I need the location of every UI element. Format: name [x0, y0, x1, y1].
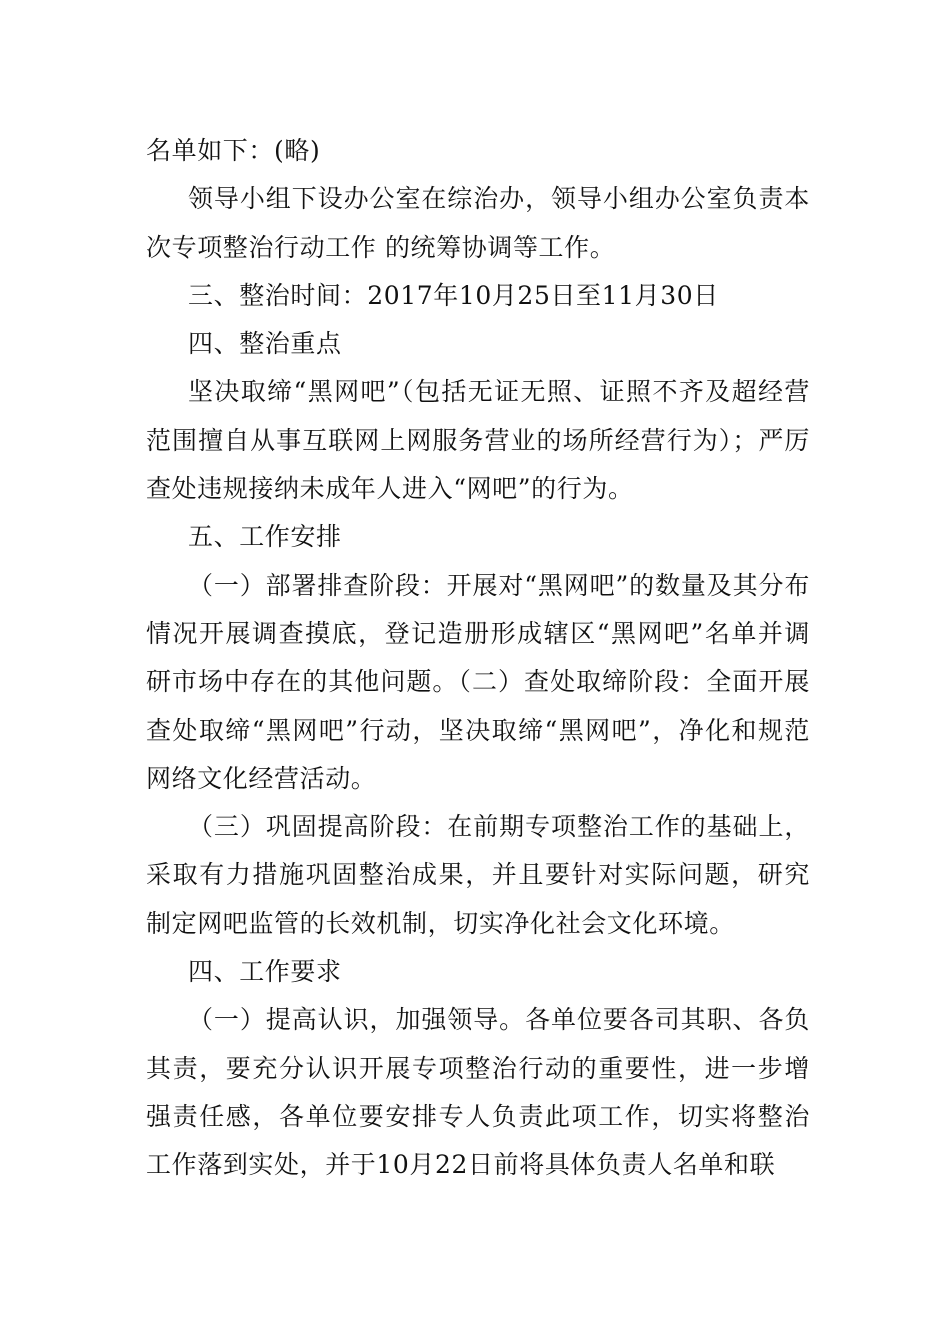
heading-requirements: 四、工作要求: [188, 957, 342, 987]
document-body: [146, 127, 810, 1190]
paragraph-requirement-one: （一）提高认识，加强领导。各单位要各司其职、各负其责，要充分认识开展专项整治行动的重要性，进一步增强责任感，各单位要安排专人负责此项工作，切实将整治工作落到实处，并于10月22日前将具体负责人名单和联: [146, 1005, 810, 1180]
heading-focus: 四、整治重点: [188, 329, 342, 359]
paragraph-name-list: 名单如下：(略): [146, 136, 321, 165]
heading-time: 三、整治时间：2017年10月25日至11月30日: [188, 280, 719, 310]
paragraph-office: 领导小组下设办公室在综治办，领导小组办公室负责本次专项整治行动工作 的统筹协调等工作。: [146, 184, 810, 262]
paragraph-stage-three: （三）巩固提高阶段：在前期专项整治工作的基础上，采取有力措施巩固整治成果，并且要针对实际问题，研究制定网吧监管的长效机制，切实净化社会文化环境。: [146, 812, 810, 938]
heading-arrangement: 五、工作安排: [188, 522, 342, 552]
paragraph-stage-one-two: （一）部署排查阶段：开展对“黑网吧”的数量及其分布情况开展调查摸底，登记造册形成辖区“黑网吧”名单并调研市场中存在的其他问题。（二）查处取缔阶段：全面开展查处取缔“黑网吧”行动，坚决取缔“黑网吧”，净化和规范网络文化经营活动。: [146, 570, 810, 793]
paragraph-focus: 坚决取缔“黑网吧”（包括无证无照、证照不齐及超经营范围擅自从事互联网上网服务营业的场所经营行为）；严厉查处违规接纳未成年人进入“网吧”的行为。: [146, 377, 810, 504]
